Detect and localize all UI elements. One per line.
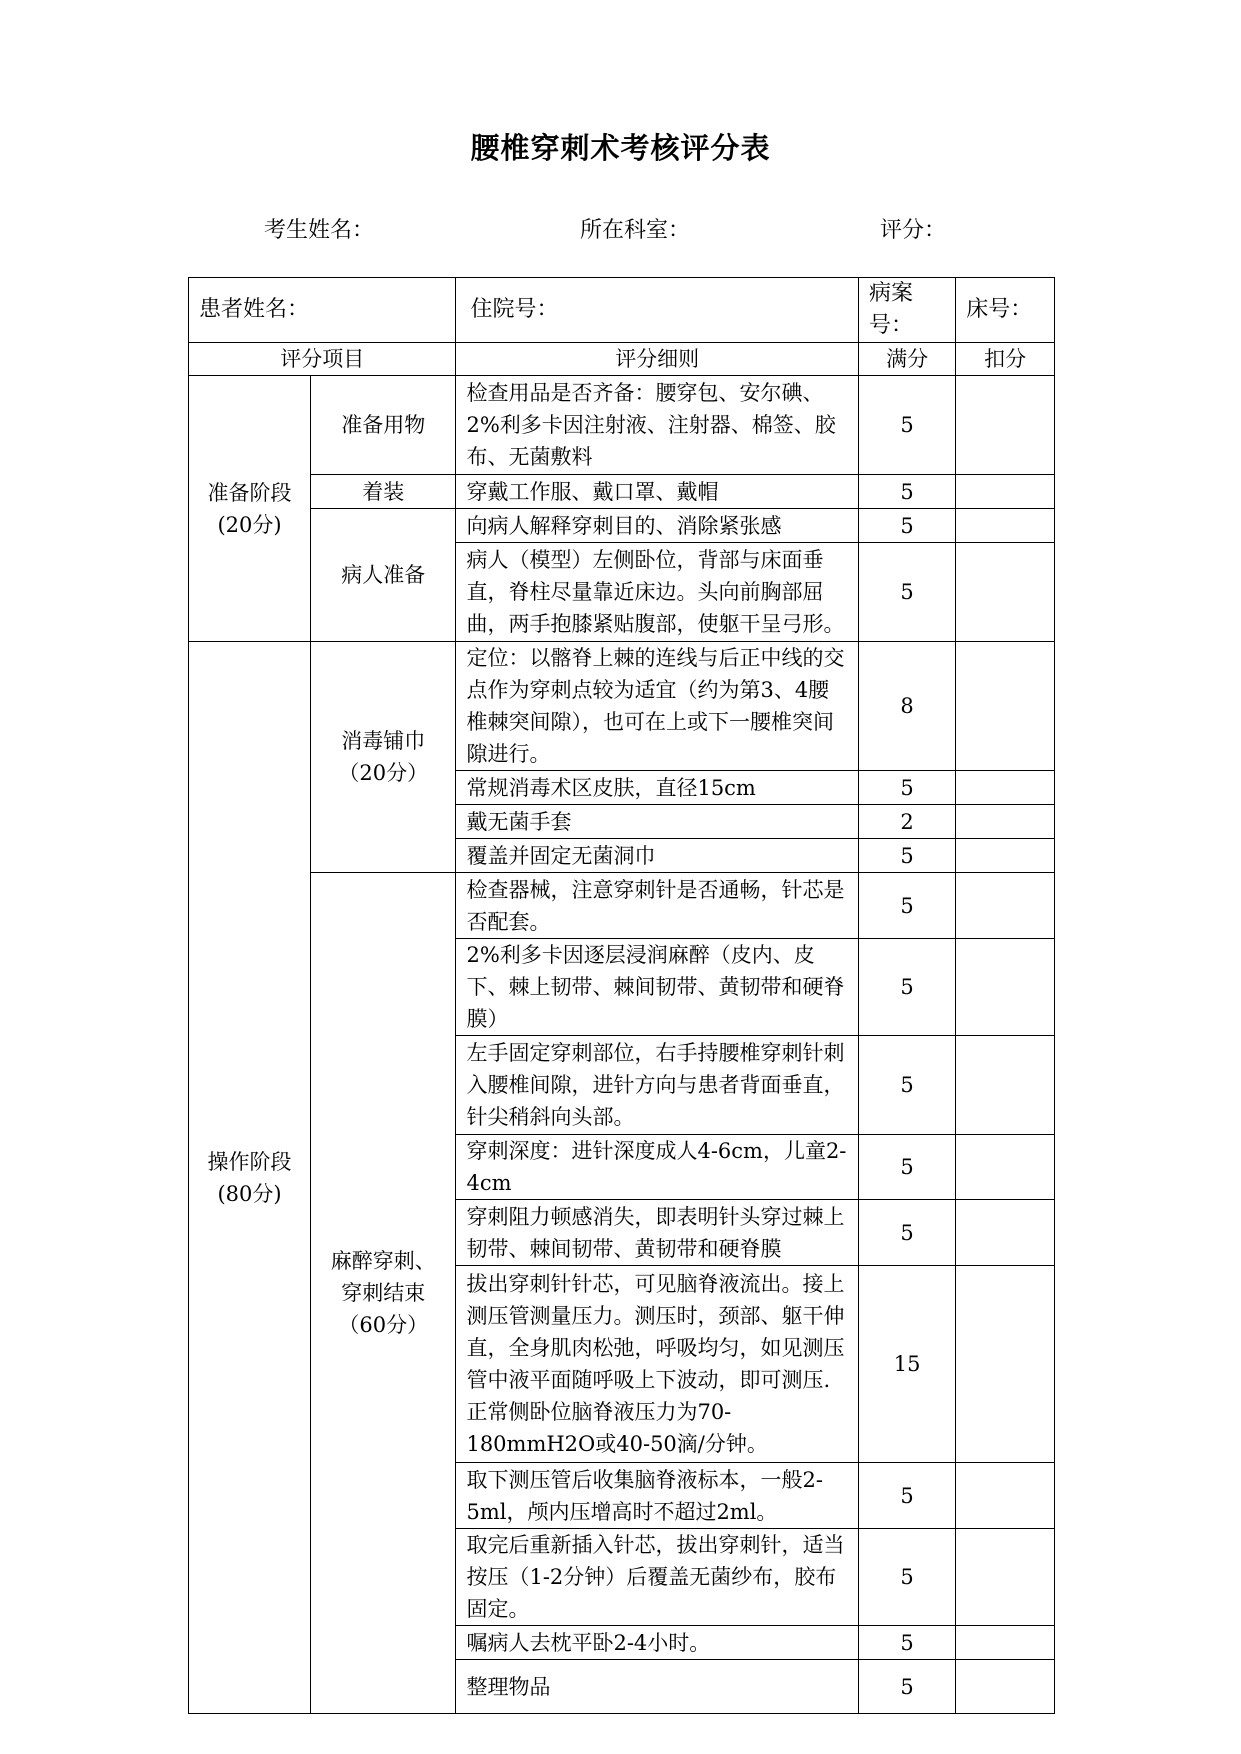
bed-number-label: 床号： bbox=[966, 297, 1033, 322]
full-score-cell: 5 bbox=[858, 1660, 955, 1714]
header-deduct: 扣分 bbox=[956, 343, 1055, 376]
full-score-cell: 5 bbox=[858, 839, 955, 873]
full-score-cell: 5 bbox=[858, 771, 955, 805]
full-score-cell: 5 bbox=[858, 1200, 955, 1266]
full-score-cell: 5 bbox=[858, 1529, 955, 1626]
table-row bbox=[189, 873, 1055, 939]
column-header-row bbox=[189, 343, 1055, 376]
detail-cell: 病人（模型）左侧卧位，背部与床面垂直，脊柱尽量靠近床边。头向前胸部屈曲，两手抱膝紧贴腹部，使躯干呈弓形。 bbox=[456, 543, 858, 642]
page-title: 腰椎穿刺术考核评分表 bbox=[470, 131, 771, 165]
full-score-cell: 5 bbox=[858, 1463, 955, 1529]
detail-cell: 2%利多卡因逐层浸润麻醉（皮内、皮下、棘上韧带、棘间韧带、黄韧带和硬脊膜） bbox=[456, 939, 858, 1036]
detail-cell: 穿刺阻力顿感消失，即表明针头穿过棘上韧带、棘间韧带、黄韧带和硬脊膜 bbox=[456, 1200, 858, 1266]
deduct-cell[interactable] bbox=[956, 1463, 1055, 1529]
detail-cell: 穿刺深度：进针深度成人4-6cm，儿童2-4cm bbox=[456, 1135, 858, 1200]
deduct-cell[interactable] bbox=[956, 1135, 1055, 1200]
score-table bbox=[188, 277, 1055, 1714]
detail-cell: 检查器械，注意穿刺针是否通畅，针芯是否配套。 bbox=[456, 873, 858, 939]
full-score-cell: 5 bbox=[858, 509, 955, 543]
admission-number-cell bbox=[456, 278, 858, 343]
full-score-cell: 5 bbox=[858, 1036, 955, 1135]
full-score-cell: 2 bbox=[858, 805, 955, 839]
patient-name-cell bbox=[189, 278, 456, 343]
group-name: 麻醉穿刺、穿刺结束（60分） bbox=[311, 873, 456, 1714]
header-full-score: 满分 bbox=[858, 343, 955, 376]
deduct-cell[interactable] bbox=[956, 1660, 1055, 1714]
full-score-cell: 5 bbox=[858, 939, 955, 1036]
detail-cell: 整理物品 bbox=[456, 1660, 858, 1714]
header-detail: 评分细则 bbox=[456, 343, 858, 376]
deduct-cell[interactable] bbox=[956, 873, 1055, 939]
group-name: 准备用物 bbox=[311, 376, 456, 475]
full-score-cell: 5 bbox=[858, 475, 955, 509]
section-name: 操作阶段(80分) bbox=[189, 642, 311, 1714]
detail-cell: 拔出穿刺针针芯，可见脑脊液流出。接上测压管测量压力。测压时，颈部、躯干伸直，全身肌肉松弛，呼吸均匀，如见测压管中液平面随呼吸上下波动，即可测压.正常侧卧位脑脊液压力为70-180mmH2O或40-50滴/分钟。 bbox=[456, 1266, 858, 1463]
detail-cell: 覆盖并固定无菌洞巾 bbox=[456, 839, 858, 873]
header-item: 评分项目 bbox=[189, 343, 456, 376]
full-score-cell: 5 bbox=[858, 873, 955, 939]
deduct-cell[interactable] bbox=[956, 543, 1055, 642]
detail-cell: 左手固定穿刺部位，右手持腰椎穿刺针刺入腰椎间隙，进针方向与患者背面垂直，针尖稍斜向头部。 bbox=[456, 1036, 858, 1135]
detail-cell: 检查用品是否齐备：腰穿包、安尔碘、2%利多卡因注射液、注射器、棉签、胶布、无菌敷料 bbox=[456, 376, 858, 475]
examinee-name-label: 考生姓名： bbox=[264, 218, 375, 243]
detail-cell: 取完后重新插入针芯，拔出穿刺针，适当按压（1-2分钟）后覆盖无菌纱布，胶布固定。 bbox=[456, 1529, 858, 1626]
group-name: 着装 bbox=[311, 475, 456, 509]
full-score-cell: 5 bbox=[858, 1626, 955, 1660]
table-row bbox=[189, 475, 1055, 509]
detail-cell: 嘱病人去枕平卧2-4小时。 bbox=[456, 1626, 858, 1660]
full-score-cell: 5 bbox=[858, 376, 955, 475]
table-row bbox=[189, 642, 1055, 771]
deduct-cell[interactable] bbox=[956, 771, 1055, 805]
bed-number-cell bbox=[956, 278, 1055, 343]
admission-number-label: 住院号： bbox=[470, 297, 559, 322]
detail-cell: 向病人解释穿刺目的、消除紧张感 bbox=[456, 509, 858, 543]
record-number-label: 病案号： bbox=[868, 281, 913, 338]
deduct-cell[interactable] bbox=[956, 1036, 1055, 1135]
patient-info-row bbox=[189, 278, 1055, 343]
deduct-cell[interactable] bbox=[956, 376, 1055, 475]
department-label: 所在科室： bbox=[580, 218, 691, 243]
deduct-cell[interactable] bbox=[956, 939, 1055, 1036]
deduct-cell[interactable] bbox=[956, 1529, 1055, 1626]
table-row bbox=[189, 376, 1055, 475]
group-name: 病人准备 bbox=[311, 509, 456, 642]
full-score-cell: 5 bbox=[858, 1135, 955, 1200]
detail-cell: 定位：以髂脊上棘的连线与后正中线的交点作为穿刺点较为适宜（约为第3、4腰椎棘突间隙），也可在上或下一腰椎突间隙进行。 bbox=[456, 642, 858, 771]
score-label: 评分： bbox=[880, 218, 947, 243]
group-name: 消毒铺巾（20分） bbox=[311, 642, 456, 873]
full-score-cell: 8 bbox=[858, 642, 955, 771]
deduct-cell[interactable] bbox=[956, 1266, 1055, 1463]
deduct-cell[interactable] bbox=[956, 839, 1055, 873]
deduct-cell[interactable] bbox=[956, 1626, 1055, 1660]
deduct-cell[interactable] bbox=[956, 1200, 1055, 1266]
detail-cell: 穿戴工作服、戴口罩、戴帽 bbox=[456, 475, 858, 509]
detail-cell: 取下测压管后收集脑脊液标本，一般2-5ml，颅内压增高时不超过2ml。 bbox=[456, 1463, 858, 1529]
detail-cell: 戴无菌手套 bbox=[456, 805, 858, 839]
deduct-cell[interactable] bbox=[956, 642, 1055, 771]
deduct-cell[interactable] bbox=[956, 475, 1055, 509]
record-number-cell bbox=[858, 278, 955, 343]
section-name: 准备阶段(20分) bbox=[189, 376, 311, 642]
deduct-cell[interactable] bbox=[956, 509, 1055, 543]
deduct-cell[interactable] bbox=[956, 805, 1055, 839]
detail-cell: 常规消毒术区皮肤，直径15cm bbox=[456, 771, 858, 805]
full-score-cell: 5 bbox=[858, 543, 955, 642]
table-row bbox=[189, 509, 1055, 543]
patient-name-label: 患者姓名： bbox=[199, 297, 310, 322]
full-score-cell: 15 bbox=[858, 1266, 955, 1463]
